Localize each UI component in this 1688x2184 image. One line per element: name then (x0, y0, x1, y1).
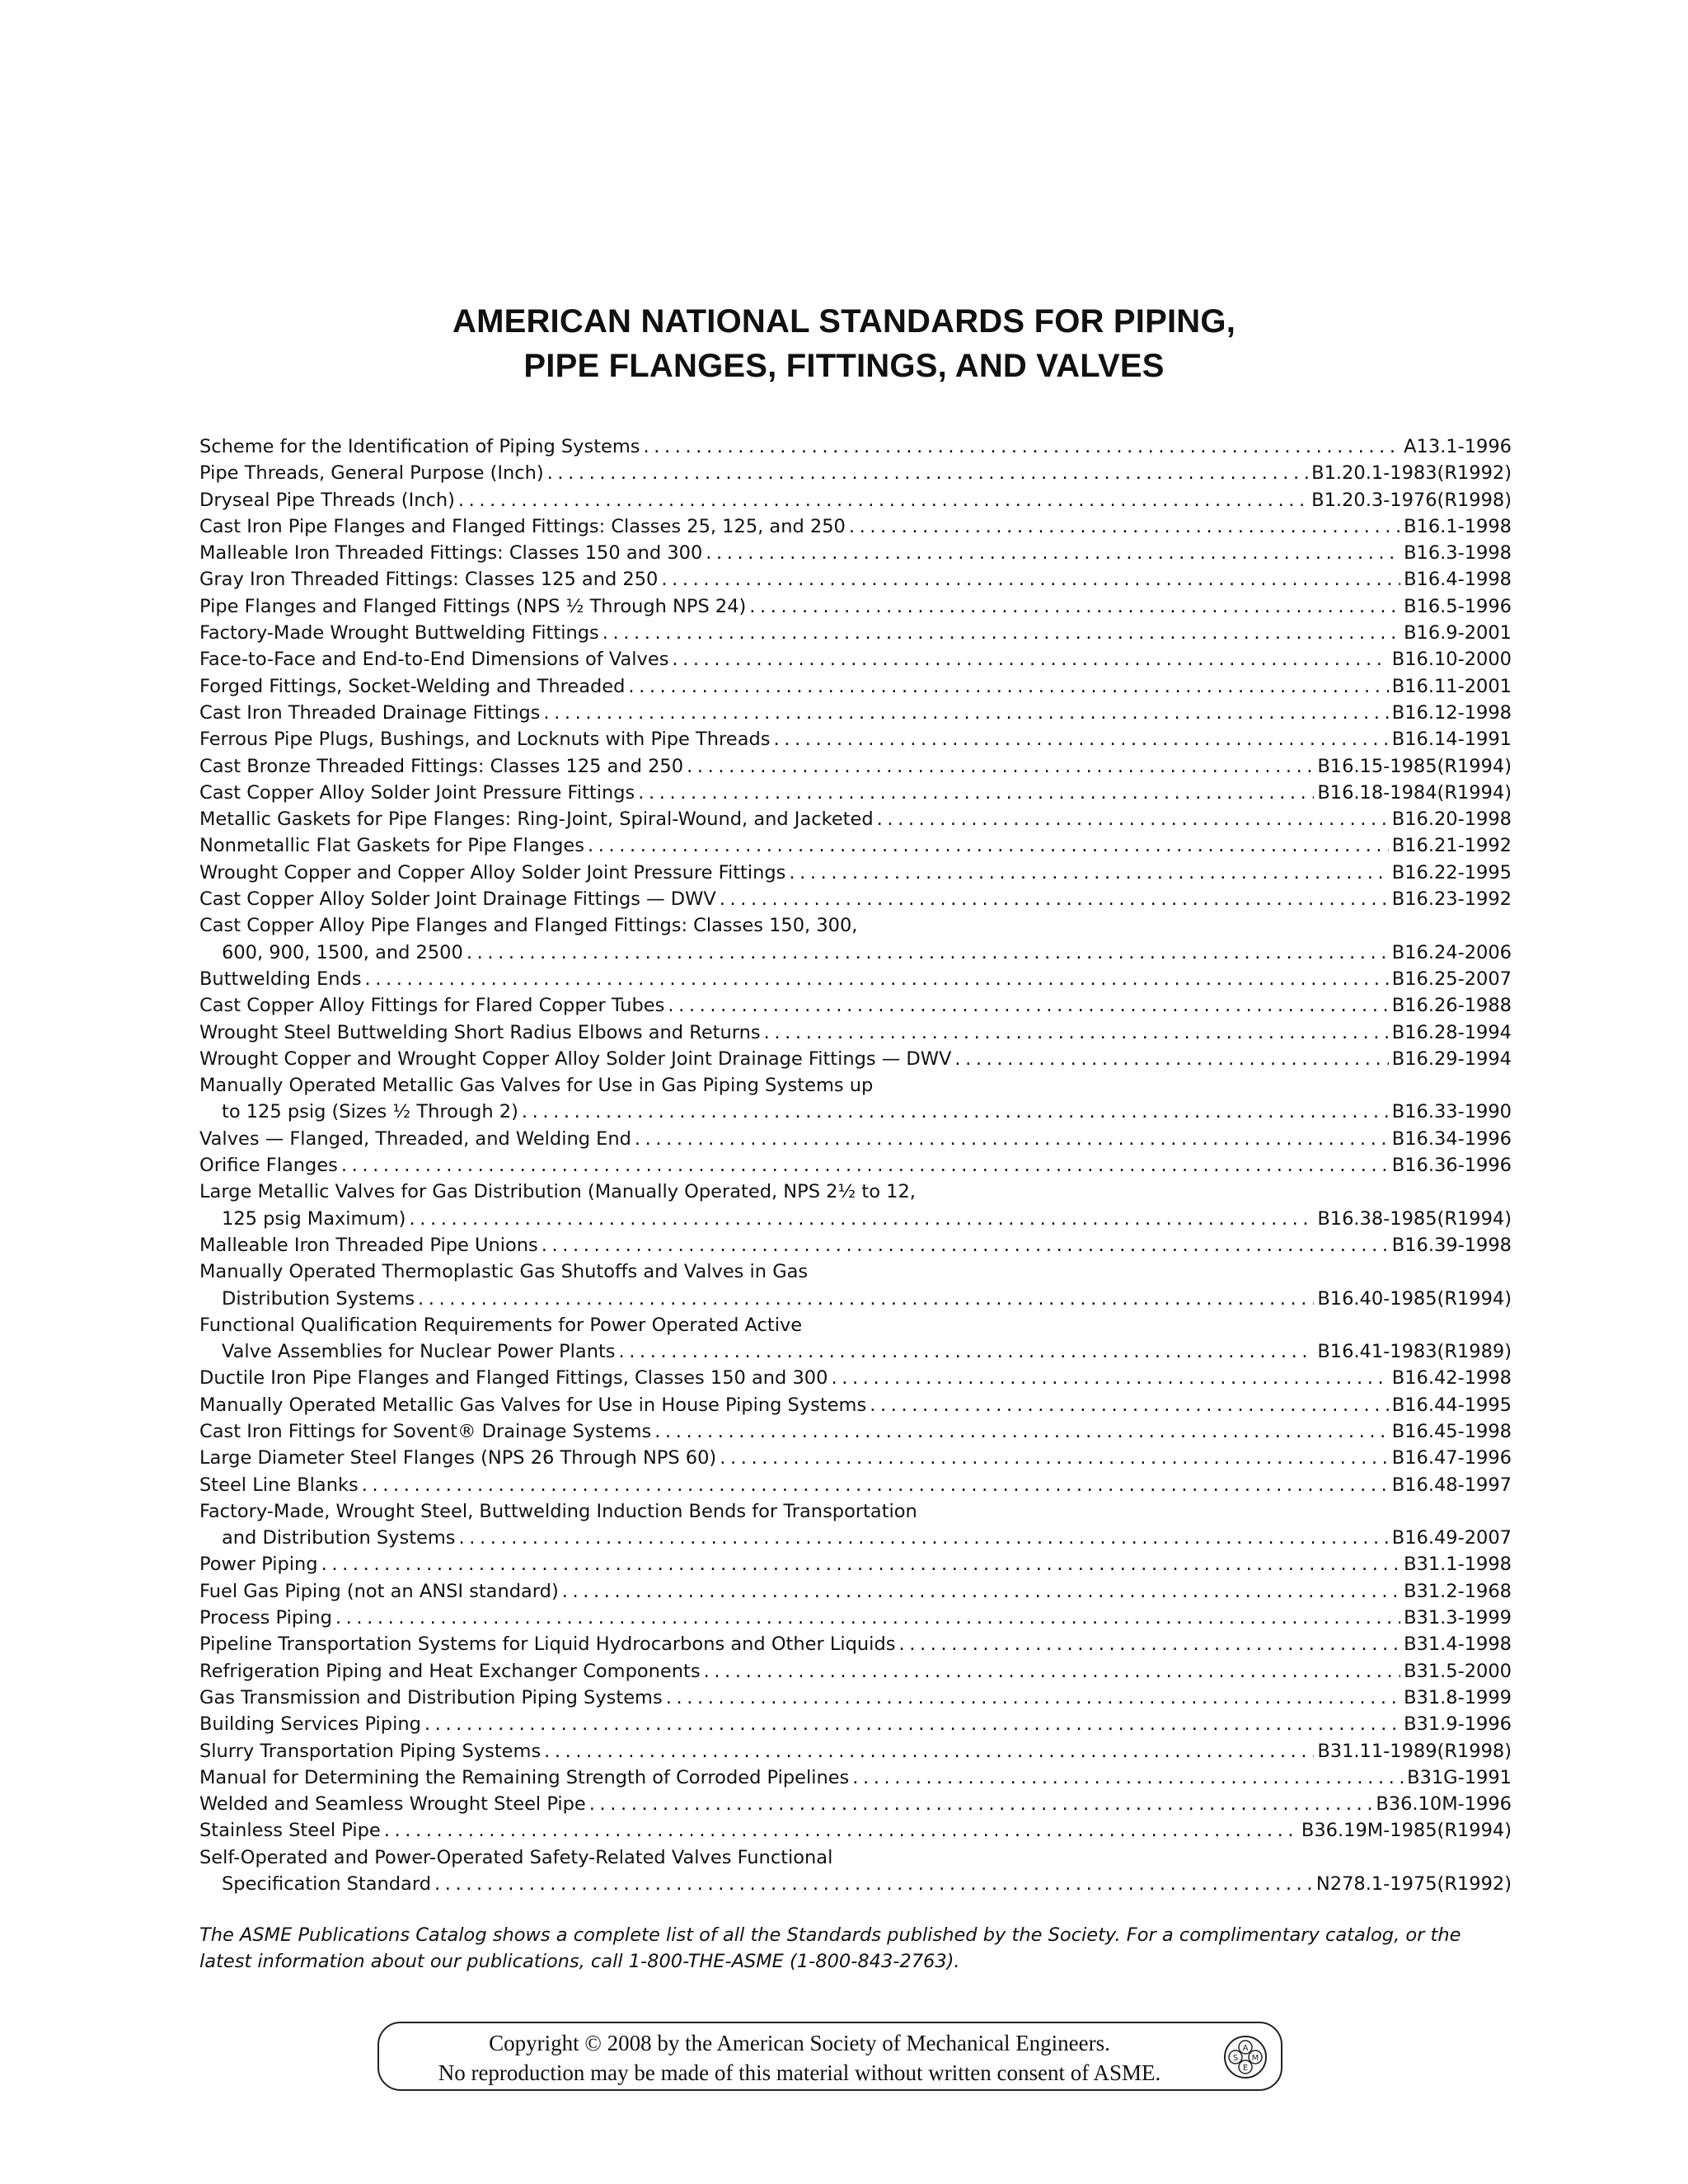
toc-entry (199, 1445, 1512, 1471)
toc-entry-standard-number: B1.20.3-1976(R1998) (1311, 489, 1512, 511)
toc-entry-title: Wrought Copper and Copper Alloy Solder Joint Pressure Fittings (199, 861, 786, 883)
toc-entry-standard-number: B16.9-2001 (1404, 622, 1512, 644)
toc-entry-title: Building Services Piping (199, 1713, 421, 1736)
dot-leader (954, 1046, 1388, 1072)
toc-entry (199, 1072, 1512, 1126)
toc-entry (199, 1765, 1512, 1791)
dot-leader (365, 966, 1389, 992)
dot-leader (409, 1206, 1314, 1232)
toc-entry-row (199, 1817, 1512, 1844)
dot-leader (522, 1099, 1389, 1125)
toc-entry-standard-number: B16.34-1996 (1391, 1127, 1512, 1150)
dot-leader (666, 1685, 1400, 1711)
seal-letter-e: E (1242, 2064, 1249, 2073)
dot-leader (877, 806, 1389, 832)
toc-entry-row (199, 1206, 1512, 1232)
toc-entry (199, 1019, 1512, 1046)
toc-entry (199, 513, 1512, 540)
toc-entry-row (199, 646, 1512, 673)
toc-entry (199, 566, 1512, 593)
standards-list (199, 434, 1512, 1897)
dot-leader (764, 1019, 1389, 1046)
toc-entry-standard-number: B31G-1991 (1407, 1766, 1512, 1788)
dot-leader (773, 726, 1388, 752)
toc-entry (199, 646, 1512, 673)
toc-entry-row (199, 513, 1512, 540)
toc-entry-title: Manual for Determining the Remaining Strength of Corroded Pipelines (199, 1766, 850, 1788)
toc-entry (199, 1817, 1512, 1844)
dot-leader (335, 1605, 1400, 1631)
dot-leader (749, 593, 1400, 620)
dot-leader (341, 1152, 1389, 1179)
toc-entry-row (199, 1232, 1512, 1258)
toc-entry-standard-number: B16.20-1998 (1391, 808, 1512, 831)
toc-entry-row (199, 1791, 1512, 1817)
toc-entry-standard-number: B16.22-1995 (1391, 861, 1512, 883)
toc-entry (199, 434, 1512, 460)
toc-entry-title: Pipe Flanges and Flanged Fittings (NPS ½ Through NPS 24) (199, 595, 747, 617)
toc-entry-title-line-1: Self-Operated and Power-Operated Safety-Related Valves Functional (199, 1846, 833, 1868)
toc-entry-row (199, 1472, 1512, 1498)
toc-entry-title: 600, 900, 1500, and 2500 (222, 941, 463, 963)
toc-entry-standard-number: B16.14-1991 (1391, 729, 1512, 751)
dot-leader (849, 513, 1400, 540)
toc-entry-title: Large Diameter Steel Flanges (NPS 26 Through NPS 60) (199, 1447, 717, 1469)
dot-leader (542, 1232, 1389, 1258)
toc-entry-title-line-1: Manually Operated Thermoplastic Gas Shutoffs and Valves in Gas (199, 1261, 809, 1283)
toc-entry-row (199, 1019, 1512, 1046)
toc-entry-standard-number: A13.1-1996 (1404, 436, 1512, 457)
toc-entry-title-line-1: Cast Copper Alloy Pipe Flanges and Flanged Fittings: Classes 150, 300, (199, 915, 858, 937)
toc-entry-title: Manually Operated Metallic Gas Valves for Use in House Piping Systems (199, 1394, 867, 1416)
dot-leader (720, 886, 1389, 912)
toc-entry-row (199, 593, 1512, 620)
toc-entry-row (199, 1392, 1512, 1418)
dot-leader (672, 646, 1388, 673)
toc-entry-row (199, 940, 1512, 966)
toc-entry (199, 1631, 1512, 1657)
dot-leader (458, 487, 1308, 513)
toc-entry (199, 780, 1512, 806)
toc-entry-row (199, 566, 1512, 593)
toc-entry (199, 1711, 1512, 1737)
toc-entry-row (199, 540, 1512, 566)
toc-entry-title: Power Piping (199, 1554, 318, 1576)
asme-seal-icon (1223, 2035, 1268, 2079)
toc-entry-row (199, 1338, 1512, 1365)
toc-entry (199, 1258, 1512, 1312)
toc-entry-standard-number: N278.1-1975(R1992) (1315, 1873, 1512, 1896)
toc-entry (199, 460, 1512, 486)
toc-entry-standard-number: B16.10-2000 (1391, 649, 1512, 671)
toc-entry-title: Cast Iron Threaded Drainage Fittings (199, 701, 541, 724)
toc-entry-standard-number: B31.9-1996 (1404, 1713, 1512, 1736)
toc-entry-title: Welded and Seamless Wrought Steel Pipe (199, 1793, 586, 1816)
toc-entry-row (199, 966, 1512, 992)
toc-entry-standard-number: B16.11-2001 (1391, 675, 1512, 697)
toc-entry-title: Wrought Copper and Wrought Copper Alloy Solder Joint Drainage Fittings — DWV (199, 1047, 952, 1070)
dot-leader (789, 860, 1388, 886)
seal-letter-s: S (1232, 2054, 1239, 2063)
toc-entry-standard-number: B16.28-1994 (1391, 1021, 1512, 1043)
dot-leader (870, 1392, 1389, 1418)
page-title (0, 299, 1688, 388)
toc-entry-title: Specification Standard (222, 1873, 431, 1896)
dot-leader (321, 1551, 1400, 1577)
toc-entry-row (199, 1099, 1512, 1125)
dot-leader (588, 832, 1389, 859)
toc-entry-row (199, 620, 1512, 646)
toc-entry-standard-number: B16.41-1983(R1989) (1317, 1341, 1512, 1363)
toc-entry-title: Scheme for the Identification of Piping Systems (199, 436, 640, 457)
seal-letter-m: M (1251, 2054, 1259, 2063)
toc-entry-title: Forged Fittings, Socket-Welding and Threaded (199, 675, 626, 697)
seal-letter-a: A (1242, 2044, 1249, 2053)
toc-entry-row (199, 726, 1512, 752)
toc-entry-row (199, 1871, 1512, 1897)
toc-entry-standard-number: B16.42-1998 (1391, 1367, 1512, 1390)
toc-entry-title: Distribution Systems (222, 1287, 415, 1310)
toc-entry-title: Nonmetallic Flat Gaskets for Pipe Flanges (199, 835, 584, 857)
toc-entry-standard-number: B16.24-2006 (1391, 941, 1512, 963)
toc-entry-standard-number: B31.2-1968 (1404, 1580, 1512, 1602)
toc-entry-standard-number: B16.39-1998 (1391, 1234, 1512, 1256)
toc-entry-row (199, 1578, 1512, 1605)
toc-entry-standard-number: B16.48-1997 (1391, 1474, 1512, 1496)
toc-entry (199, 966, 1512, 992)
dot-leader (661, 566, 1400, 593)
toc-entry-standard-number: B31.11-1989(R1998) (1317, 1740, 1512, 1762)
toc-entry-row (199, 832, 1512, 859)
copyright-line-2: No reproduction may be made of this material without written consent of ASME. (438, 2060, 1161, 2085)
toc-entry-title-line-1: Manually Operated Metallic Gas Valves for Use in Gas Piping Systems up (199, 1075, 874, 1097)
toc-entry (199, 540, 1512, 566)
toc-entry (199, 1578, 1512, 1605)
toc-entry-title: Wrought Steel Buttwelding Short Radius Elbows and Returns (199, 1021, 761, 1043)
toc-entry-row (199, 1365, 1512, 1391)
dot-leader (635, 1126, 1389, 1152)
dot-leader (384, 1817, 1298, 1844)
toc-entry-title: Cast Copper Alloy Fittings for Flared Copper Tubes (199, 995, 665, 1017)
toc-entry-standard-number: B31.4-1998 (1404, 1633, 1512, 1656)
toc-entry-row (199, 1445, 1512, 1471)
toc-entry-title: Process Piping (199, 1607, 332, 1629)
toc-entry-row (199, 860, 1512, 886)
toc-entry-row (199, 1046, 1512, 1072)
toc-entry (199, 1179, 1512, 1232)
dot-leader (589, 1791, 1373, 1817)
toc-entry (199, 886, 1512, 912)
toc-entry (199, 1738, 1512, 1765)
dot-leader (619, 1338, 1315, 1365)
toc-entry (199, 1498, 1512, 1552)
toc-entry-row (199, 700, 1512, 726)
toc-entry (199, 620, 1512, 646)
toc-entry-standard-number: B16.29-1994 (1391, 1047, 1512, 1070)
toc-entry (199, 1418, 1512, 1445)
toc-entry-row (199, 1418, 1512, 1445)
toc-entry-standard-number: B16.38-1985(R1994) (1317, 1207, 1512, 1230)
toc-entry-title: Ductile Iron Pipe Flanges and Flanged Fittings, Classes 150 and 300 (199, 1367, 828, 1390)
toc-entry-standard-number: B31.3-1999 (1404, 1607, 1512, 1629)
toc-entry-standard-number: B16.15-1985(R1994) (1317, 755, 1512, 777)
toc-entry-row (199, 1551, 1512, 1577)
toc-entry (199, 673, 1512, 700)
toc-entry-row (199, 673, 1512, 700)
toc-entry-title: Pipeline Transportation Systems for Liquid Hydrocarbons and Other Liquids (199, 1633, 896, 1656)
toc-entry (199, 832, 1512, 859)
toc-entry-row (199, 886, 1512, 912)
toc-entry-title: Malleable Iron Threaded Pipe Unions (199, 1234, 538, 1256)
toc-entry (199, 1551, 1512, 1577)
dot-leader (704, 1658, 1401, 1685)
dot-leader (831, 1365, 1388, 1391)
toc-entry (199, 1844, 1512, 1898)
dot-leader (687, 753, 1314, 780)
toc-entry-row (199, 434, 1512, 460)
toc-entry (199, 1791, 1512, 1817)
toc-entry-standard-number: B16.18-1984(R1994) (1317, 781, 1512, 804)
toc-entry-standard-number: B16.26-1988 (1391, 995, 1512, 1017)
dot-leader (547, 460, 1309, 486)
dot-leader (418, 1286, 1314, 1312)
toc-entry-title: Gas Transmission and Distribution Piping Systems (199, 1686, 663, 1708)
toc-entry (199, 1658, 1512, 1685)
toc-entry-title: Fuel Gas Piping (not an ANSI standard) (199, 1580, 559, 1602)
toc-entry-standard-number: B31.5-2000 (1404, 1660, 1512, 1682)
toc-entry-row (199, 1525, 1512, 1551)
toc-entry (199, 1126, 1512, 1152)
toc-entry-standard-number: B16.21-1992 (1391, 835, 1512, 857)
toc-entry-title: Stainless Steel Pipe (199, 1820, 381, 1842)
dot-leader (434, 1871, 1313, 1897)
toc-entry-row (199, 1286, 1512, 1312)
toc-entry-standard-number: B16.3-1998 (1404, 542, 1512, 565)
toc-entry (199, 1605, 1512, 1631)
dot-leader (544, 1738, 1314, 1765)
toc-entry-row (199, 460, 1512, 486)
toc-entry (199, 1472, 1512, 1498)
toc-entry-standard-number: B16.1-1998 (1404, 515, 1512, 537)
dot-leader (638, 780, 1314, 806)
dot-leader (459, 1525, 1389, 1551)
dot-leader (706, 540, 1400, 566)
toc-entry (199, 860, 1512, 886)
toc-entry-standard-number: B16.44-1995 (1391, 1394, 1512, 1416)
copyright-text (404, 2028, 1195, 2088)
toc-entry-title: 125 psig Maximum) (222, 1207, 406, 1230)
toc-entry-row (199, 780, 1512, 806)
toc-entry-title: Valves — Flanged, Threaded, and Welding End (199, 1127, 631, 1150)
toc-entry (199, 1232, 1512, 1258)
toc-entry-standard-number: B16.45-1998 (1391, 1420, 1512, 1442)
toc-entry-title-line-1: Functional Qualification Requirements for Power Operated Active (199, 1314, 803, 1336)
toc-entry-title: Ferrous Pipe Plugs, Bushings, and Locknuts with Pipe Threads (199, 729, 771, 751)
toc-entry-title: Cast Iron Fittings for Sovent® Drainage Systems (199, 1420, 652, 1442)
toc-entry-title: Cast Copper Alloy Solder Joint Drainage Fittings — DWV (199, 888, 716, 911)
toc-entry (199, 806, 1512, 832)
toc-entry (199, 487, 1512, 513)
dot-leader (603, 620, 1400, 646)
toc-entry (199, 753, 1512, 780)
toc-entry-title: Cast Copper Alloy Solder Joint Pressure Fittings (199, 781, 635, 804)
toc-entry-row (199, 1711, 1512, 1737)
toc-entry-row (199, 1631, 1512, 1657)
toc-entry-row (199, 1605, 1512, 1631)
dot-leader (562, 1578, 1400, 1605)
dot-leader (668, 992, 1388, 1019)
toc-entry-title: Gray Iron Threaded Fittings: Classes 125 and 250 (199, 569, 659, 591)
toc-entry (199, 1046, 1512, 1072)
toc-entry-title: Factory-Made Wrought Buttwelding Fittings (199, 622, 599, 644)
toc-entry (199, 1685, 1512, 1711)
toc-entry-row (199, 753, 1512, 780)
toc-entry-title-line-1: Factory-Made, Wrought Steel, Buttwelding Induction Bends for Transportation (199, 1500, 917, 1522)
toc-entry (199, 912, 1512, 966)
toc-entry-title: Pipe Threads, General Purpose (Inch) (199, 462, 544, 485)
toc-entry-row (199, 992, 1512, 1019)
toc-entry-title: and Distribution Systems (222, 1527, 456, 1549)
toc-entry-title: Malleable Iron Threaded Fittings: Classes 150 and 300 (199, 542, 703, 565)
toc-entry-standard-number: B16.49-2007 (1391, 1527, 1512, 1549)
toc-entry-title: to 125 psig (Sizes ½ Through 2) (222, 1101, 518, 1123)
copyright-line-1: Copyright © 2008 by the American Society of Mechanical Engineers. (489, 2031, 1110, 2055)
toc-entry-title: Buttwelding Ends (199, 968, 362, 990)
dot-leader (644, 434, 1401, 460)
toc-entry-standard-number: B31.8-1999 (1404, 1686, 1512, 1708)
toc-entry-standard-number: B16.36-1996 (1391, 1155, 1512, 1177)
toc-entry-standard-number: B16.4-1998 (1404, 569, 1512, 591)
copyright-notice (377, 2022, 1282, 2091)
toc-entry-standard-number: B36.19M-1985(R1994) (1301, 1820, 1512, 1842)
dot-leader (628, 673, 1388, 700)
dot-leader (362, 1472, 1389, 1498)
toc-entry-title: Metallic Gaskets for Pipe Flanges: Ring-Joint, Spiral-Wound, and Jacketed (199, 808, 874, 831)
toc-entry-title: Valve Assemblies for Nuclear Power Plants (222, 1341, 616, 1363)
toc-entry-standard-number: B16.40-1985(R1994) (1317, 1287, 1512, 1310)
toc-entry-standard-number: B31.1-1998 (1404, 1554, 1512, 1576)
toc-entry-row (199, 1738, 1512, 1765)
dot-leader (720, 1445, 1389, 1471)
toc-entry-title: Refrigeration Piping and Heat Exchanger Components (199, 1660, 701, 1682)
toc-entry-standard-number: B36.10M-1996 (1376, 1793, 1512, 1816)
dot-leader (467, 940, 1389, 966)
toc-entry-row (199, 487, 1512, 513)
toc-entry-row (199, 1152, 1512, 1179)
toc-entry-title: Dryseal Pipe Threads (Inch) (199, 489, 455, 511)
toc-entry-title: Orifice Flanges (199, 1155, 338, 1177)
toc-entry-title: Cast Bronze Threaded Fittings: Classes 125 and 250 (199, 755, 684, 777)
toc-entry (199, 1392, 1512, 1418)
toc-entry (199, 1312, 1512, 1366)
catalog-note: The ASME Publications Catalog shows a complete list of all the Standards published by the Society. For a complimentary catalog, or the latest information about our publications, call 1-800-THE-ASME (1-800-843-2763). (199, 1924, 1461, 1972)
toc-entry-row (199, 1765, 1512, 1791)
toc-entry (199, 726, 1512, 752)
toc-entry-standard-number: B16.5-1996 (1404, 595, 1512, 617)
toc-entry-row (199, 1126, 1512, 1152)
toc-entry-standard-number: B16.25-2007 (1391, 968, 1512, 990)
toc-entry-standard-number: B16.33-1990 (1391, 1101, 1512, 1123)
toc-entry (199, 700, 1512, 726)
page-title-line-1: AMERICAN NATIONAL STANDARDS FOR PIPING, (452, 302, 1236, 340)
toc-entry-title: Face-to-Face and End-to-End Dimensions of Valves (199, 649, 669, 671)
dot-leader (852, 1765, 1404, 1791)
dot-leader (543, 700, 1388, 726)
toc-entry (199, 1152, 1512, 1179)
toc-entry (199, 593, 1512, 620)
toc-entry-standard-number: B16.23-1992 (1391, 888, 1512, 911)
toc-entry-standard-number: B16.47-1996 (1391, 1447, 1512, 1469)
toc-entry-title-line-1: Large Metallic Valves for Gas Distribution (Manually Operated, NPS 2½ to 12, (199, 1181, 916, 1203)
toc-entry-title: Cast Iron Pipe Flanges and Flanged Fittings: Classes 25, 125, and 250 (199, 515, 846, 537)
dot-leader (898, 1631, 1400, 1657)
toc-entry-standard-number: B16.12-1998 (1391, 701, 1512, 724)
toc-entry-title: Steel Line Blanks (199, 1474, 359, 1496)
dot-leader (424, 1711, 1400, 1737)
page-title-line-2: PIPE FLANGES, FITTINGS, AND VALVES (523, 347, 1165, 384)
toc-entry-standard-number: B1.20.1-1983(R1992) (1311, 462, 1512, 485)
toc-entry-row (199, 806, 1512, 832)
dot-leader (654, 1418, 1389, 1445)
toc-entry-row (199, 1658, 1512, 1685)
toc-entry (199, 992, 1512, 1019)
toc-entry-title: Slurry Transportation Piping Systems (199, 1740, 542, 1762)
toc-entry (199, 1365, 1512, 1391)
toc-entry-row (199, 1685, 1512, 1711)
